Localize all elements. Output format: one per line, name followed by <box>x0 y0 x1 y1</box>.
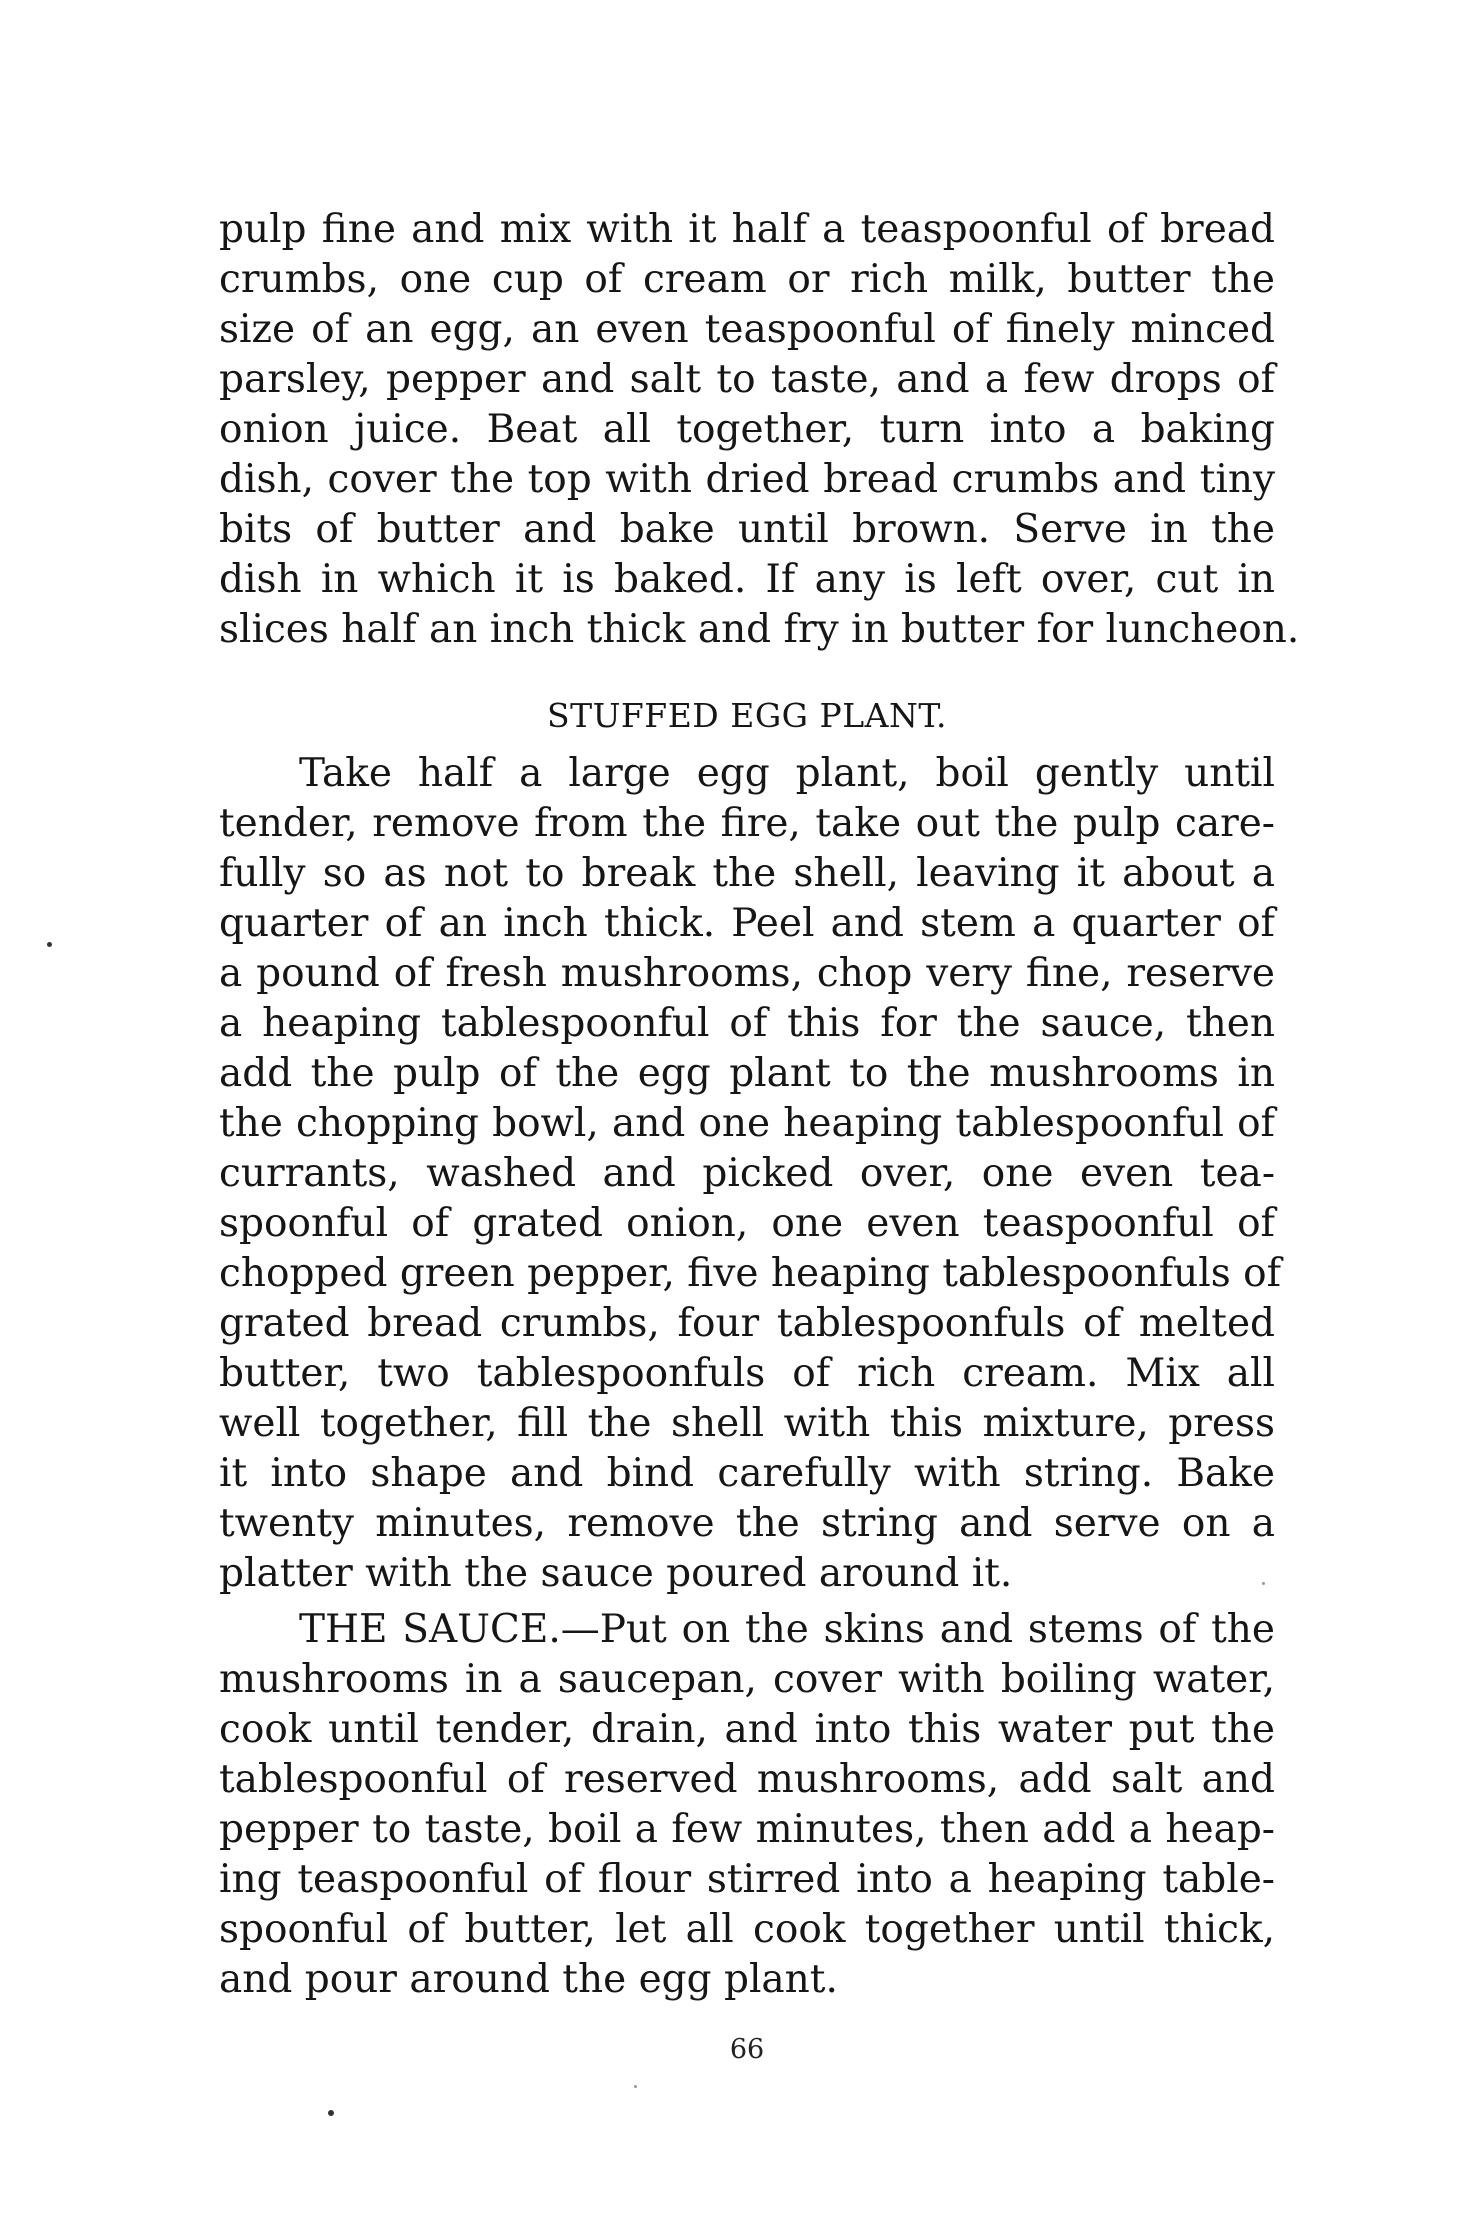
scan-speck <box>1262 1582 1265 1585</box>
intro-line: onion juice. Beat all together, turn into a baking <box>219 407 1275 452</box>
sauce-line: mushrooms in a saucepan, cover with boiling water, <box>219 1657 1275 1702</box>
sauce-line: and pour around the egg plant. <box>219 1957 838 2002</box>
sauce-line: cook until tender, drain, and into this water put the <box>219 1707 1275 1752</box>
recipe-line: tender, remove from the fire, take out the pulp care- <box>219 801 1275 846</box>
intro-line: slices half an inch thick and fry in butter for luncheon. <box>219 607 1300 652</box>
sauce-line: tablespoonful of reserved mushrooms, add salt and <box>219 1757 1275 1802</box>
recipe-line: quarter of an inch thick. Peel and stem a quarter of <box>219 901 1275 946</box>
page-number: 66 <box>729 2034 765 2065</box>
intro-line: bits of butter and bake until brown. Serve in the <box>219 507 1275 552</box>
scan-speck <box>328 2110 334 2116</box>
recipe-line: platter with the sauce poured around it. <box>219 1551 1013 1596</box>
recipe-line: fully so as not to break the shell, leaving it about a <box>219 851 1275 896</box>
intro-line: size of an egg, an even teaspoonful of finely minced <box>219 307 1275 352</box>
intro-line: parsley, pepper and salt to taste, and a few drops of <box>219 357 1275 402</box>
recipe-line: Take half a large egg plant, boil gently until <box>299 751 1275 796</box>
sauce-line: THE SAUCE.—Put on the skins and stems of the <box>299 1607 1275 1652</box>
recipe-line: it into shape and bind carefully with string. Bake <box>219 1451 1275 1496</box>
sauce-line: ing teaspoonful of flour stirred into a heaping table- <box>219 1857 1275 1902</box>
recipe-line: grated bread crumbs, four tablespoonfuls of melted <box>219 1301 1275 1346</box>
recipe-line: add the pulp of the egg plant to the mushrooms in <box>219 1051 1275 1096</box>
recipe-line: spoonful of grated onion, one even teaspoonful of <box>219 1201 1275 1246</box>
recipe-line: a pound of fresh mushrooms, chop very fine, reserve <box>219 951 1275 996</box>
intro-line: crumbs, one cup of cream or rich milk, butter the <box>219 257 1275 302</box>
sauce-line: pepper to taste, boil a few minutes, then add a heap- <box>219 1807 1275 1852</box>
recipe-line: the chopping bowl, and one heaping tablespoonful of <box>219 1101 1275 1146</box>
scan-speck <box>634 2085 637 2088</box>
recipe-line: a heaping tablespoonful of this for the sauce, then <box>219 1001 1275 1046</box>
intro-line: dish in which it is baked. If any is left over, cut in <box>219 557 1275 602</box>
recipe-line: chopped green pepper, five heaping tablespoonfuls of <box>219 1251 1282 1296</box>
recipe-line: well together, fill the shell with this mixture, press <box>219 1401 1275 1446</box>
recipe-title: STUFFED EGG PLANT. <box>546 696 948 735</box>
scan-speck <box>47 942 52 947</box>
intro-line: pulp fine and mix with it half a teaspoonful of bread <box>219 207 1275 252</box>
recipe-line: twenty minutes, remove the string and serve on a <box>219 1501 1275 1546</box>
recipe-line: currants, washed and picked over, one even tea- <box>219 1151 1275 1196</box>
intro-line: dish, cover the top with dried bread crumbs and tiny <box>219 457 1275 502</box>
recipe-line: butter, two tablespoonfuls of rich cream. Mix all <box>219 1351 1275 1396</box>
sauce-line: spoonful of butter, let all cook together until thick, <box>219 1907 1275 1952</box>
